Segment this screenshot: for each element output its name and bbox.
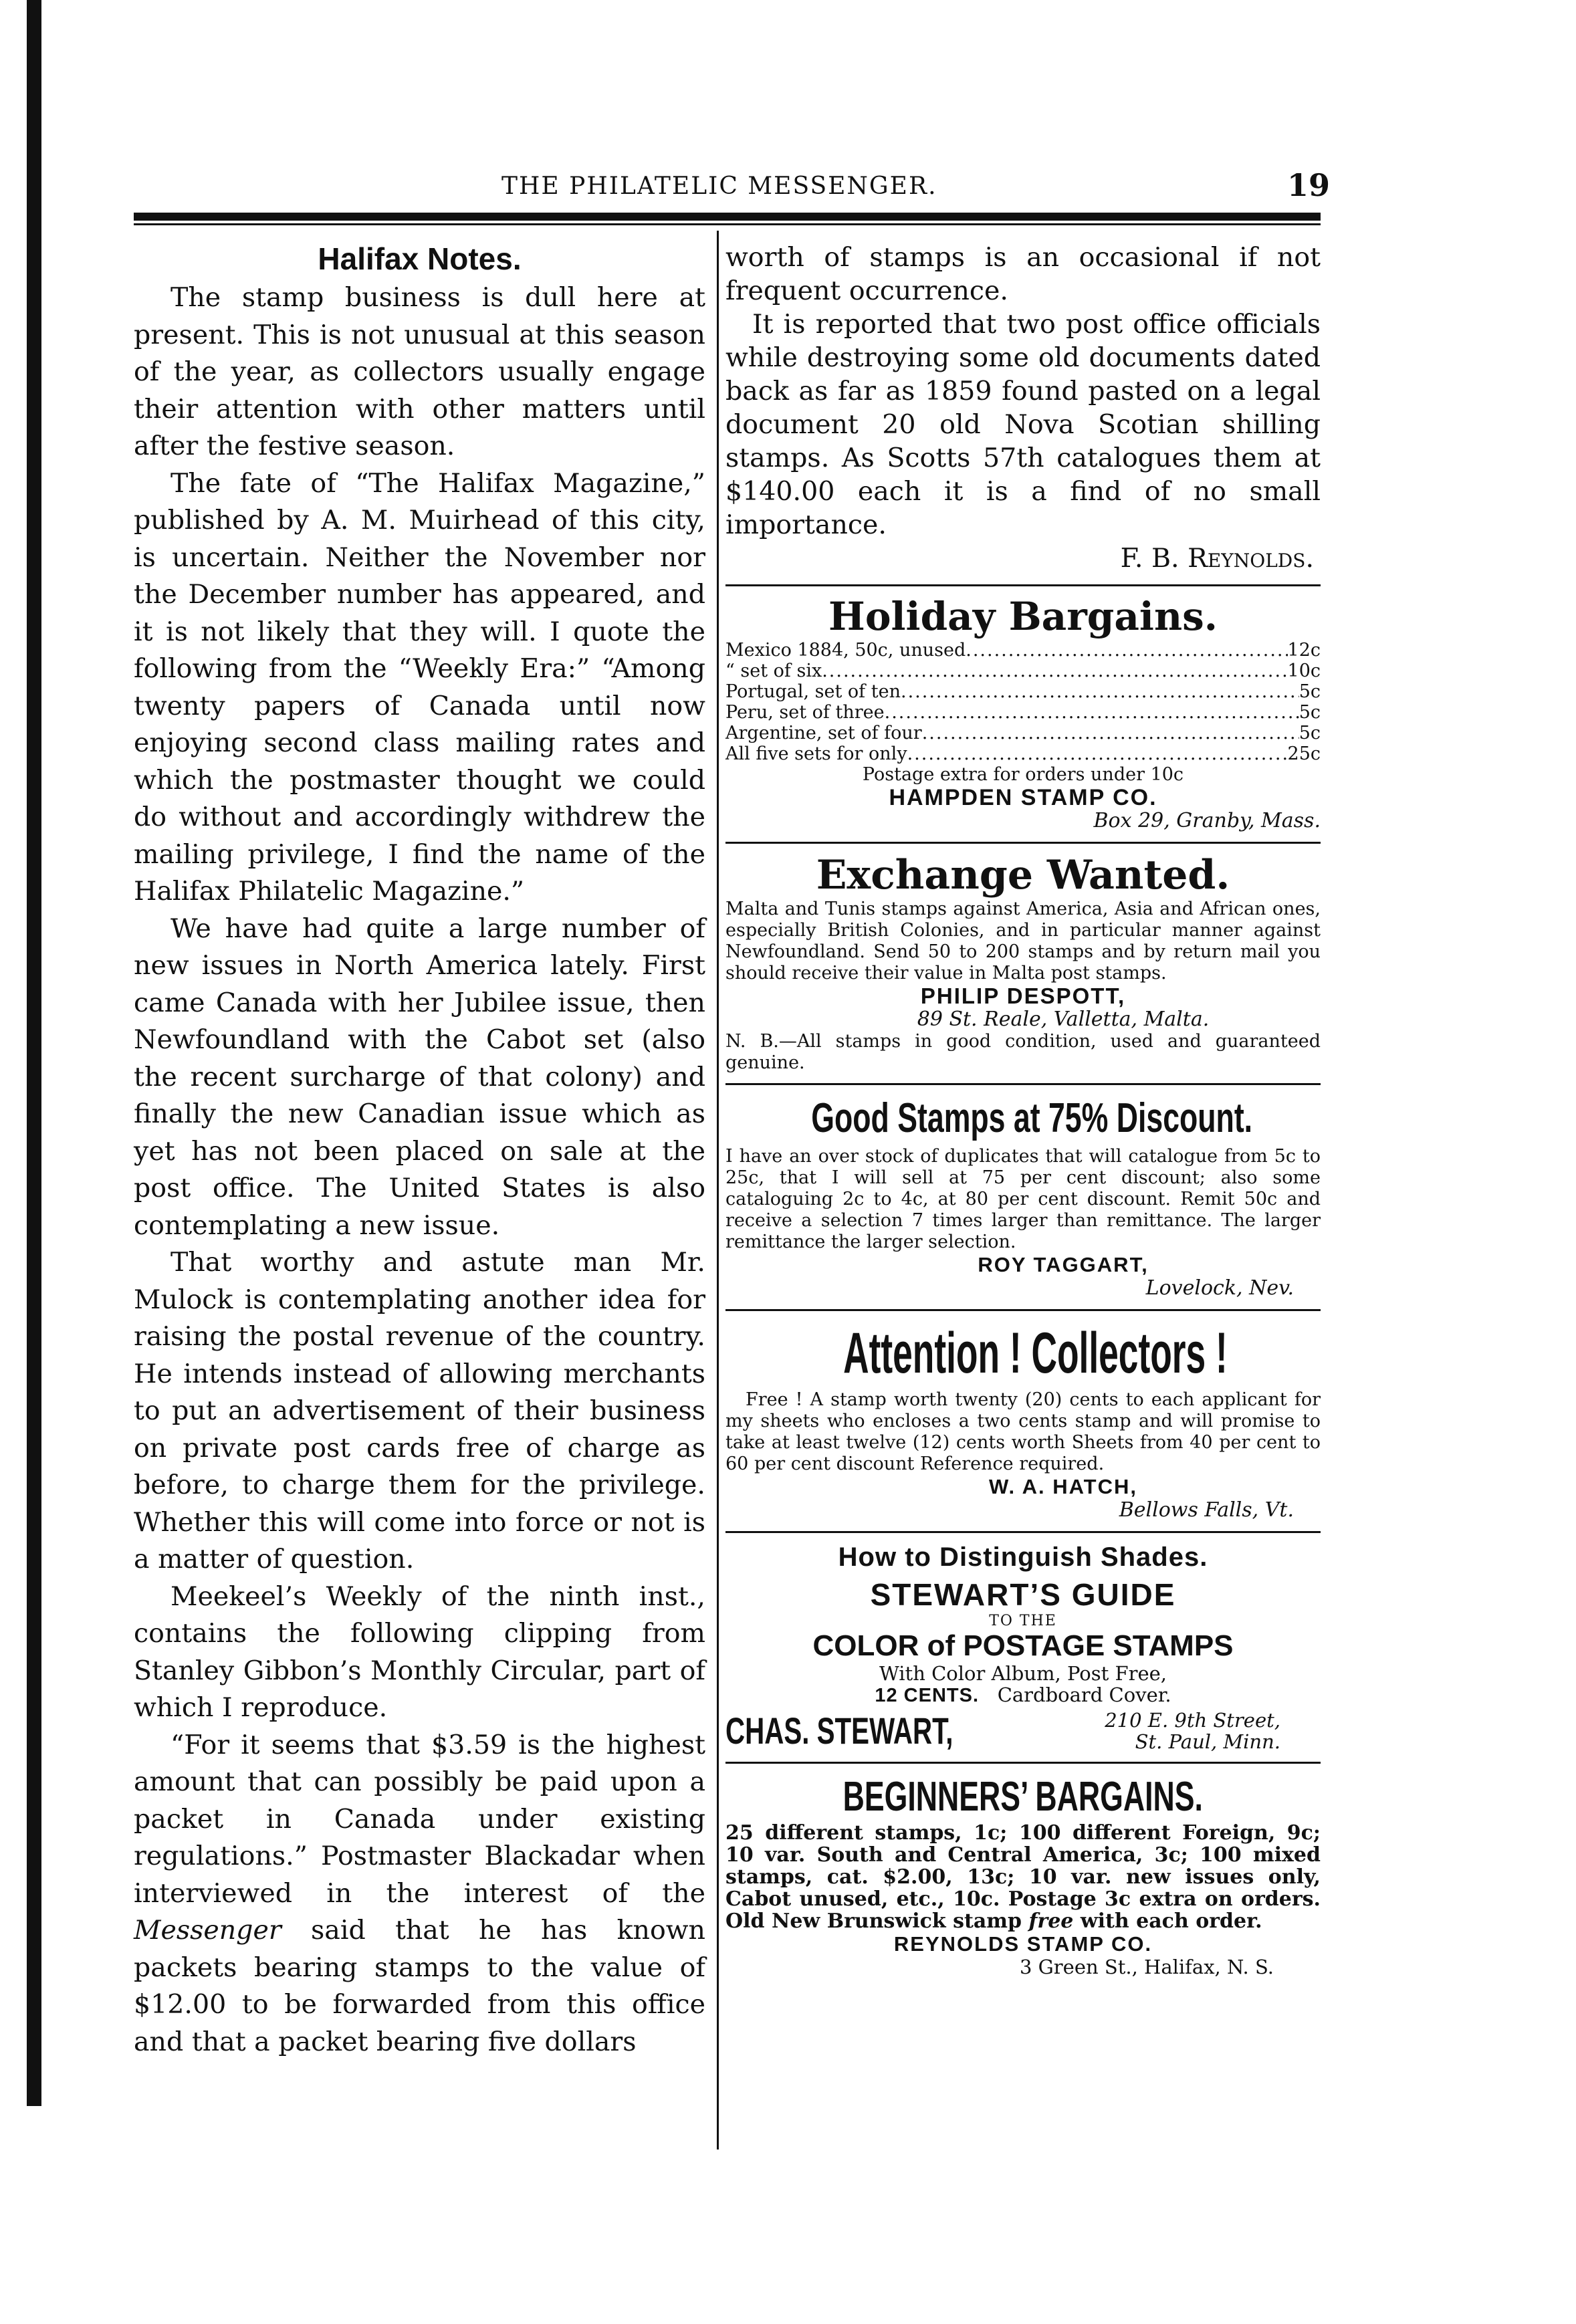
price-list-item bbox=[725, 723, 1321, 743]
dot-leader bbox=[822, 661, 1287, 681]
item-label: Peru, set of three bbox=[725, 701, 885, 723]
divider bbox=[725, 842, 1321, 844]
ad-line: TO THE bbox=[989, 1612, 1057, 1629]
paragraph: The fate of “The Halifax Magazine,” published by A. M. Muirhead of this city, is uncertain. Neither the November nor the December number has appeared, and it is not likely that they will. I quote the following from the “Weekly Era:” “Among twenty papers of Canada until now enjoying second class mailing rates and which the postmaster thought we could do without and accordingly withdrew the mailing privilege, I find the name of the Halifax Philatelic Magazine.” bbox=[134, 467, 705, 907]
ad-title: Attention ! Collectors ! bbox=[843, 1320, 1228, 1385]
item-label: “ set of six bbox=[725, 660, 822, 681]
ad-address: St. Paul, Minn. bbox=[1135, 1730, 1280, 1753]
ad-exchange-wanted bbox=[725, 853, 1321, 1074]
ad-address: Lovelock, Nev. bbox=[1145, 1276, 1294, 1300]
item-price: 5c bbox=[1299, 681, 1321, 702]
item-price: 12c bbox=[1287, 639, 1321, 661]
price-list-item bbox=[725, 661, 1321, 681]
ad-stewarts-guide bbox=[725, 1542, 1321, 1752]
ad-good-stamps bbox=[725, 1094, 1321, 1300]
ad-address: 3 Green St., Halifax, N. S. bbox=[1019, 1955, 1274, 1978]
ad-firm: CHAS. STEWART, bbox=[725, 1709, 953, 1752]
ad-body: Free ! A stamp worth twenty (20) cents to each applicant for my sheets who encloses a two cents stamp and will promise to take at least twelve (12) cents worth Sheets from 40 per cent to 60 per cent discount Reference required. bbox=[725, 1389, 1321, 1474]
dot-leader bbox=[966, 640, 1287, 661]
divider bbox=[725, 1531, 1321, 1533]
ad-title: BEGINNERS’ BARGAINS. bbox=[842, 1773, 1204, 1820]
item-price: 10c bbox=[1287, 660, 1321, 681]
item-price: 5c bbox=[1299, 722, 1321, 743]
price-list-item bbox=[725, 681, 1321, 702]
ad-attention-collectors bbox=[725, 1320, 1321, 1522]
paragraph: The stamp business is dull here at present. This is not unusual at this season of the year, as collectors usually engage their attention with other matters until after the festive season. bbox=[134, 282, 705, 461]
divider bbox=[725, 1309, 1321, 1311]
ad-body-italic: free bbox=[1028, 1909, 1074, 1933]
ad-address: 89 St. Reale, Valletta, Malta. bbox=[917, 1007, 1210, 1031]
paragraph bbox=[134, 1727, 705, 2061]
ad-body: Malta and Tunis stamps against America, Asia and African ones, especially British Colonies, and in particular manner against Newfoundland. Send 50 to 200 stamps and by return mail you should receive their value in Malta post stamps. bbox=[725, 898, 1321, 983]
price-list bbox=[725, 640, 1321, 764]
dot-leader bbox=[885, 702, 1299, 723]
page-number: 19 bbox=[1287, 167, 1331, 203]
signature: F. B. Reynolds. bbox=[1120, 543, 1314, 574]
header-rule-thin bbox=[134, 223, 1321, 225]
paragraph: worth of stamps is an occasional if not frequent occurrence. bbox=[725, 242, 1321, 306]
paragraph-text: said that he has known packets bearing stamps to the value of $12.00 to be forwarded from this office and that a packet bearing five dollars bbox=[134, 1915, 705, 2057]
right-column bbox=[725, 241, 1321, 1978]
ad-line: With Color Album, Post Free, bbox=[879, 1661, 1167, 1685]
italic-title: Messenger bbox=[134, 1915, 282, 1946]
paragraph: We have had quite a large number of new issues in North America lately. First came Canada with her Jubilee issue, then Newfoundland with the Cabot set (also the recent surcharge of that colony) and finally the new Canadian issue which as yet has not been placed on sale at the post office. The United States is also contemplating a new issue. bbox=[134, 913, 705, 1241]
divider bbox=[725, 1083, 1321, 1085]
ad-line: How to Distinguish Shades. bbox=[838, 1542, 1208, 1572]
ad-firm: REYNOLDS STAMP CO. bbox=[893, 1932, 1153, 1956]
item-price: 5c bbox=[1299, 701, 1321, 723]
ad-firm: HAMPDEN STAMP CO. bbox=[889, 784, 1157, 810]
paragraph: Meekeel’s Weekly of the ninth inst., contains the following clipping from Stanley Gibbon’s Monthly Circular, part of which I reproduce. bbox=[134, 1581, 705, 1723]
price-list-item bbox=[725, 743, 1321, 764]
ad-address: 210 E. 9th Street, bbox=[1105, 1708, 1280, 1732]
ad-body-text: 25 different stamps, 1c; 100 different Foreign, 9c; 10 var. South and Central America, 3c; 100 mixed stamps, cat. $2.00, 13c; 10 var. new issues only, Cabot unused, etc., 10c. Postage 3c extra on orders. Old New Brunswick stamp bbox=[725, 1821, 1321, 1933]
ad-firm: ROY TAGGART, bbox=[978, 1252, 1149, 1276]
ad-address: Bellows Falls, Vt. bbox=[1119, 1498, 1294, 1522]
divider bbox=[725, 1762, 1321, 1764]
dot-leader bbox=[922, 723, 1299, 743]
item-label: Argentine, set of four bbox=[725, 722, 922, 743]
ad-body: I have an over stock of duplicates that will catalogue from 5c to 25c, that I will sell at 75 per cent discount; also some cataloguing 2c to 4c, at 80 per cent discount. Remit 50c and receive a selection 7 times larger than remittance. The larger remittance the larger selection. bbox=[725, 1145, 1321, 1252]
ad-line: STEWART’S GUIDE bbox=[870, 1577, 1176, 1612]
ad-title: Holiday Bargains. bbox=[828, 594, 1218, 639]
column-rule bbox=[717, 231, 719, 2149]
ad-note: Postage extra for orders under 10c bbox=[862, 764, 1184, 785]
paragraph-text: “For it seems that $3.59 is the highest amount that can possibly be paid upon a packet in Canada under existing regulations.” Postmaster Blackadar when interviewed in the interest of the bbox=[134, 1729, 705, 1909]
dot-leader bbox=[901, 681, 1299, 702]
dot-leader bbox=[907, 743, 1288, 764]
price-list-item bbox=[725, 640, 1321, 661]
ad-note: N. B.—All stamps in good condition, used and guaranteed genuine. bbox=[725, 1030, 1321, 1073]
item-label: Mexico 1884, 50c, unused bbox=[725, 639, 966, 661]
running-title: THE PHILATELIC MESSENGER. bbox=[501, 172, 937, 200]
ad-holiday-bargains bbox=[725, 596, 1321, 832]
header-rule bbox=[134, 213, 1321, 221]
divider bbox=[725, 584, 1321, 586]
article-heading: Halifax Notes. bbox=[318, 241, 522, 276]
item-price: 25c bbox=[1287, 743, 1321, 764]
ad-address: Box 29, Granby, Mass. bbox=[1093, 808, 1321, 832]
ad-line: COLOR of POSTAGE STAMPS bbox=[812, 1629, 1234, 1662]
item-label: Portugal, set of ten bbox=[725, 681, 901, 702]
binding-edge bbox=[27, 0, 41, 2106]
paragraph: It is reported that two post office officials while destroying some old documents dated back as far as 1859 found pasted on a legal document 20 old Nova Scotian shilling stamps. As Scotts 57th catalogues them at $140.00 each it is a find of no small importance. bbox=[725, 309, 1321, 540]
price-list-item bbox=[725, 702, 1321, 723]
ad-firm: W. A. HATCH, bbox=[988, 1474, 1138, 1498]
ad-beginners-bargains bbox=[725, 1773, 1321, 1978]
ad-title: Exchange Wanted. bbox=[816, 851, 1230, 899]
signature-line bbox=[725, 542, 1321, 575]
left-column bbox=[134, 241, 705, 2061]
ad-title: Good Stamps at 75% Discount. bbox=[811, 1094, 1253, 1141]
ad-cover: Cardboard Cover. bbox=[997, 1683, 1171, 1706]
ad-body bbox=[725, 1822, 1321, 1932]
ad-firm: PHILIP DESPOTT, bbox=[920, 983, 1126, 1008]
item-label: All five sets for only bbox=[725, 743, 907, 764]
ad-body-text: with each order. bbox=[1073, 1909, 1262, 1933]
ad-price: 12 CENTS. bbox=[875, 1684, 980, 1706]
paragraph: That worthy and astute man Mr. Mulock is contemplating another idea for raising the postal revenue of the country. He intends instead of allowing merchants to put an advertisement of their business on private post cards free of charge as before, to charge them for the privilege. Whether this will come into force or not is a matter of question. bbox=[134, 1247, 705, 1575]
